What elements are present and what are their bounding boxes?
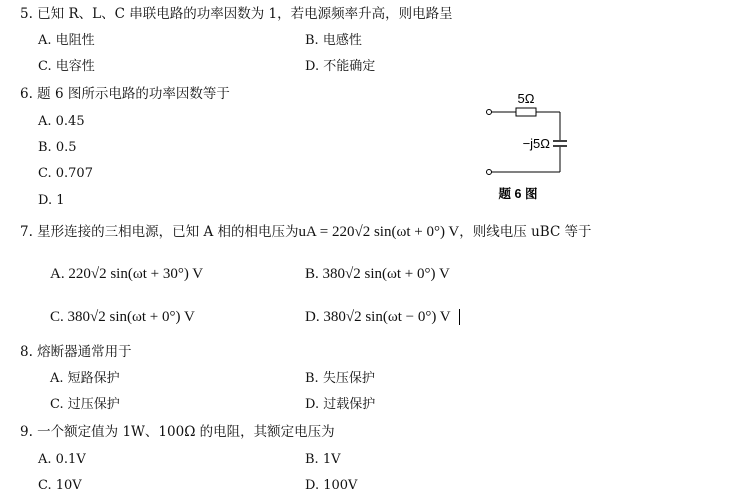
- q5-option-d: D. 不能确定: [305, 59, 376, 74]
- capacitor-label: −j5Ω: [522, 136, 550, 151]
- q8-option-b: B. 失压保护: [305, 371, 375, 386]
- q5-option-a: A. 电阻性: [38, 33, 95, 48]
- circuit-figure: [478, 88, 598, 203]
- q6-option-d: D. 1: [38, 193, 65, 208]
- q8-option-d: D. 过载保护: [305, 397, 376, 412]
- terminal-top: [487, 110, 492, 115]
- q7-option-d: D. 380√2 sin(ωt − 0°) V: [305, 309, 451, 325]
- q7-stem-start: 7. 星形连接的三相电源，已知 A 相的相电压为: [20, 224, 299, 240]
- q7-option-c: C. 380√2 sin(ωt + 0°) V: [50, 309, 195, 325]
- q6-option-c: C. 0.707: [38, 166, 93, 181]
- q9-option-a: A. 0.1V: [38, 452, 86, 467]
- q7-stem: [20, 224, 592, 240]
- q6-option-b: B. 0.5: [38, 140, 77, 155]
- q9-option-c: C. 10V: [38, 478, 82, 493]
- q7-option-a: A. 220√2 sin(ωt + 30°) V: [50, 266, 204, 282]
- text-cursor: [459, 309, 460, 325]
- q5-option-c: C. 电容性: [38, 59, 95, 74]
- q7-stem-end: ，则线电压 uBC 等于: [459, 224, 592, 240]
- resistor-label: 5Ω: [517, 91, 535, 106]
- q5-stem: 5. 已知 R、L、C 串联电路的功率因数为 1，若电源频率升高，则电路呈: [20, 6, 453, 22]
- q9-stem: 9. 一个额定值为 1W、100Ω 的电阻，其额定电压为: [20, 424, 335, 440]
- q7-given-formula: uA = 220√2 sin(ωt + 0°) V: [298, 224, 460, 240]
- q6-stem: 6. 题 6 图所示电路的功率因数等于: [20, 86, 230, 102]
- q9-option-b: B. 1V: [305, 452, 341, 467]
- figure-caption: 题 6 图: [498, 187, 538, 201]
- q7-option-b: B. 380√2 sin(ωt + 0°) V: [305, 266, 450, 282]
- resistor: [516, 108, 536, 116]
- q8-option-c: C. 过压保护: [50, 397, 120, 412]
- q5-option-b: B. 电感性: [305, 33, 362, 48]
- q9-option-d: D. 100V: [305, 478, 358, 493]
- q8-stem: 8. 熔断器通常用于: [20, 344, 132, 360]
- q8-option-a: A. 短路保护: [50, 371, 120, 386]
- q6-option-a: A. 0.45: [38, 114, 85, 129]
- terminal-bottom: [487, 170, 492, 175]
